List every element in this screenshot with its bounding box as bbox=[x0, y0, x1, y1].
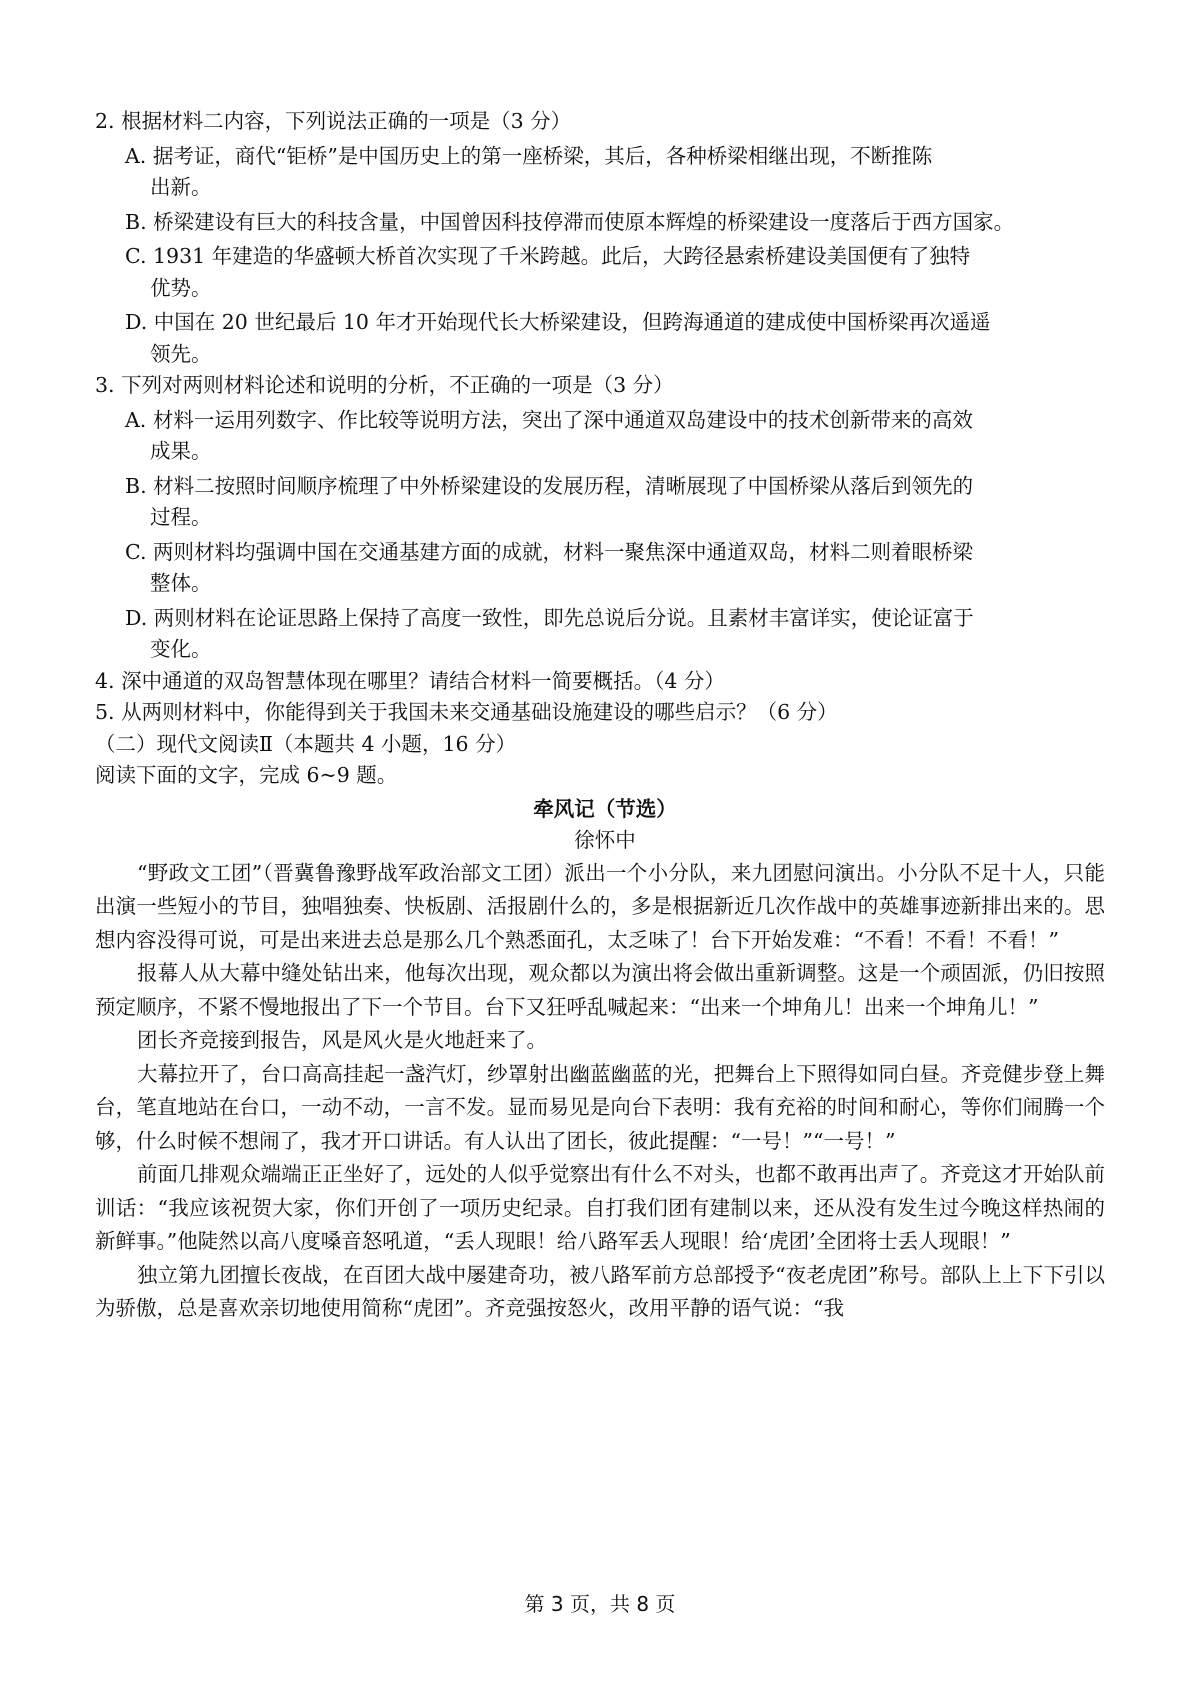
question-3-option-c: C. 两则材料均强调中国在交通基建方面的成就，材料一聚焦深中通道双岛，材料二则着眼桥梁 整体。 bbox=[125, 539, 973, 595]
page-number-footer: 第 3 页，共 8 页 bbox=[524, 1592, 676, 1616]
passage-body bbox=[95, 857, 1105, 1326]
question-3-option-d: D. 两则材料在论证思路上保持了高度一致性，即先总说后分说。且素材丰富详实，使论证富于 变化。 bbox=[125, 605, 974, 661]
question-3-option-b: B. 材料二按照时间顺序梳理了中外桥梁建设的发展历程，清晰展现了中国桥梁从落后到领先的 过程。 bbox=[125, 473, 974, 529]
passage-title: 牵风记（节选） bbox=[533, 796, 677, 821]
question-2-option-d: D. 中国在 20 世纪最后 10 年才开始现代长大桥梁建设，但跨海通道的建成使中国桥梁再次遥遥 领先。 bbox=[125, 310, 991, 366]
passage-paragraph: 独立第九团擅长夜战，在百团大战中屡建奇功，被八路军前方总部授予“夜老虎团”称号。部队上上下下引以为骄傲，总是喜欢亲切地使用简称“虎团”。齐竞强按怒火，改用平静的语气说：“我 bbox=[95, 1262, 1105, 1320]
question-2-stem: 2. 根据材料二内容，下列说法正确的一项是（3 分） bbox=[95, 109, 572, 133]
question-block bbox=[95, 106, 1115, 1326]
question-5: 5. 从两则材料中，你能得到关于我国未来交通基础设施建设的哪些启示？（6 分） bbox=[95, 700, 838, 724]
question-2-option-c: C. 1931 年建造的华盛顿大桥首次实现了千米跨越。此后，大跨径悬索桥建设美国便有了独特 优势。 bbox=[125, 244, 971, 300]
passage-paragraph: 报幕人从大幕中缝处钻出来，他每次出现，观众都以为演出将会做出重新调整。这是一个顽固派，仍旧按照预定顺序，不紧不慢地报出了下一个节目。台下又狂呼乱喊起来：“出来一个坤角儿！出来一个坤角儿！” bbox=[95, 961, 1105, 1019]
question-2-option-b: B. 桥梁建设有巨大的科技含量，中国曾因科技停滞而使原本辉煌的桥梁建设一度落后于西方国家。 bbox=[125, 209, 1015, 234]
question-4: 4. 深中通道的双岛智慧体现在哪里？请结合材料一简要概括。（4 分） bbox=[95, 668, 725, 693]
question-3-option-a: A. 材料一运用列数字、作比较等说明方法，突出了深中通道双岛建设中的技术创新带来的高效 成果。 bbox=[125, 407, 973, 463]
section-heading: （二）现代文阅读Ⅱ（本题共 4 小题，16 分） bbox=[95, 731, 517, 756]
passage-paragraph: 前面几排观众端端正正坐好了，远处的人似乎觉察出有什么不对头，也都不敢再出声了。齐竞这才开始队前训话：“我应该祝贺大家，你们开创了一项历史纪录。自打我们团有建制以来，还从没有发生过今晚这样热闹的新鲜事。”他陡然以高八度嗓音怒吼道，“丢人现眼！给八路军丢人现眼！给‘虎团’全团将士丢人现眼！” bbox=[95, 1162, 1105, 1253]
passage-paragraph: 团长齐竞接到报告，风是风火是火地赶来了。 bbox=[137, 1028, 547, 1052]
question-3-stem: 3. 下列对两则材料论述和说明的分析，不正确的一项是（3 分） bbox=[95, 373, 674, 397]
passage-paragraph: “野政文工团”（晋冀鲁豫野战军政治部文工团）派出一个小分队，来九团慰问演出。小分队不足十人，只能出演一些短小的节目，独唱独奏、快板剧、活报剧什么的，多是根据新近几次作战中的英雄事迹新排出来的。思想内容没得可说，可是出来进去总是那么几个熟悉面孔，太乏味了！台下开始发难：“不看！不看！不看！” bbox=[95, 860, 1105, 952]
reading-instruction: 阅读下面的文字，完成 6~9 题。 bbox=[95, 763, 398, 787]
question-2-option-a: A. 据考证，商代“钜桥”是中国历史上的第一座桥梁，其后，各种桥梁相继出现，不断推陈 出新。 bbox=[125, 143, 933, 199]
passage-author: 徐怀中 bbox=[574, 828, 636, 852]
passage-paragraph: 大幕拉开了，台口高高挂起一盏汽灯，纱罩射出幽蓝幽蓝的光，把舞台上下照得如同白昼。齐竞健步登上舞台，笔直地站在台口，一动不动，一言不发。显而易见是向台下表明：我有充裕的时间和耐心，等你们闹腾一个够，什么时候不想闹了，我才开口讲话。有人认出了团长，彼此提醒：“一号！”“一号！” bbox=[95, 1061, 1105, 1153]
